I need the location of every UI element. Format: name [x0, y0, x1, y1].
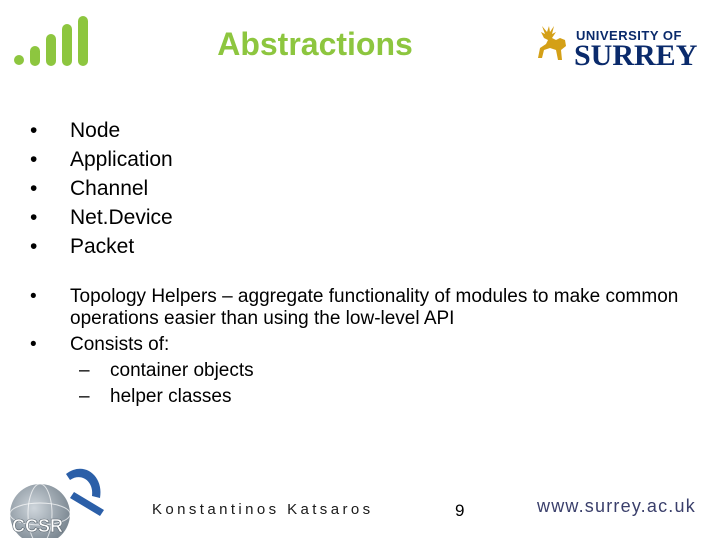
logo-university-of: UNIVERSITY OF	[576, 28, 682, 43]
stag-icon	[532, 22, 574, 70]
sub-bullet-list	[70, 358, 690, 410]
slide-title: Abstractions	[217, 26, 413, 62]
ccsr-logo	[4, 452, 116, 538]
ccsr-text: CCSR	[12, 516, 64, 536]
secondary-bullet-list	[30, 286, 690, 414]
page-number: 9	[455, 501, 465, 520]
list-item	[30, 334, 690, 410]
list-item-text: Node	[70, 119, 121, 142]
bullet-marker: •	[30, 235, 38, 258]
list-item	[30, 232, 173, 261]
sub-list-item-text: helper classes	[110, 386, 232, 407]
bullet-marker: •	[30, 177, 38, 200]
list-item	[30, 145, 173, 174]
list-item-text: Net.Device	[70, 206, 173, 229]
logo-surrey: SURREY	[574, 39, 698, 72]
list-item-text: Topology Helpers – aggregate functionality of modules to make common operations easier than using the low-level API	[70, 286, 679, 329]
bullet-marker: •	[30, 334, 37, 355]
bullet-marker: •	[30, 119, 38, 142]
footer-website: www.surrey.ac.uk	[537, 496, 696, 516]
sub-list-item	[79, 384, 690, 410]
university-logo	[532, 22, 702, 74]
list-item	[30, 174, 173, 203]
sub-list-item	[79, 358, 690, 384]
list-item	[30, 286, 690, 330]
list-item-text: Consists of:	[70, 334, 170, 355]
bullet-marker: •	[30, 148, 38, 171]
list-item-text: Application	[70, 148, 173, 171]
dash-marker: –	[79, 386, 90, 407]
list-item-text: Channel	[70, 177, 149, 200]
list-item	[30, 116, 173, 145]
sub-list-item-text: container objects	[110, 360, 254, 381]
primary-bullet-list	[30, 116, 173, 261]
bullet-marker: •	[30, 286, 37, 307]
footer-author: Konstantinos Katsaros	[152, 501, 374, 518]
bullet-marker: •	[30, 206, 38, 229]
list-item-text: Packet	[70, 235, 135, 258]
dash-marker: –	[79, 360, 90, 381]
list-item	[30, 203, 173, 232]
